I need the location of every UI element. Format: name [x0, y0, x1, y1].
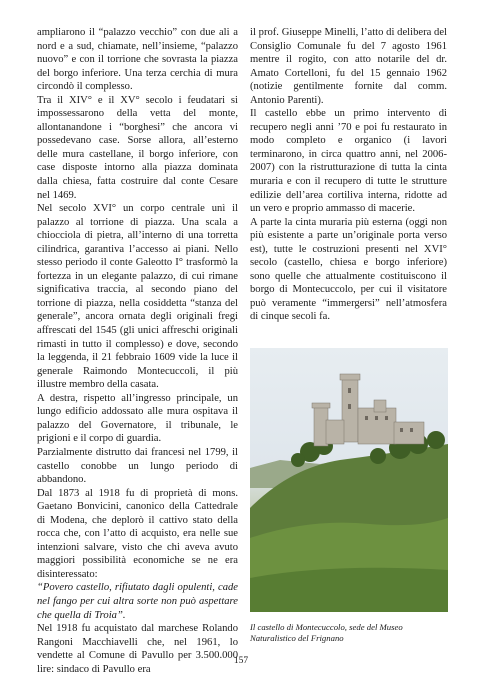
page-number: 157	[233, 656, 249, 666]
foreground-grass	[250, 568, 448, 612]
paragraph: A parte la cinta muraria più esterna (oggi non più esistente a parte un’originale porta verso est), tutte le costruzioni presenti nel XVI° secolo (castello, chiesa e borgo inferiore) sono quelle che attualmente costituiscono il borgo di Montecuccolo, per cui il visitatore può veramente “immergersi” nell’atmosfera di cinque secoli fa.	[250, 216, 447, 323]
paragraph: Il castello ebbe un primo intervento di recupero negli anni ’70 e poi fu restaurato in modo completo e organico (i lavori terminarono, in circa quattro anni, nel 2006-2007) con la ristrutturazione di tutta la cinta muraria e con il recupero di tutte le strutture edilizie dell’area cortiliva interna, ridotte ad un vero e proprio ammasso di macerie.	[250, 108, 447, 215]
castle-photo	[250, 348, 448, 612]
left-text-column	[37, 26, 238, 676]
paragraph: Nel 1918 fu acquistato dal marchese Rolando Rangoni Macchiavelli che, nel 1961, lo vendette al Comune di Pavullo per 3.500.000 lire: sindaco di Pavullo era	[37, 623, 238, 675]
paragraph: il prof. Giuseppe Minelli, l’atto di delibera del Consiglio Comunale fu del 7 agosto 1961 mentre il rogito, con atto notarile del dr. Amato Cortelloni, fu del 15 gennaio 1962 (notizie gentilmente fornite dal comm. Antonio Parenti).	[250, 27, 447, 106]
paragraph: Nel secolo XVI° un corpo centrale unì il palazzo al torrione di piazza. Una scala a chiocciola di pietra, all’interno di una torretta cilindrica, garantiva l’accesso ai piani. Nello stesso periodo il conte Galeotto I° trasformò la fortezza in un elegante palazzo, di cui rimane significativa traccia, al secondo piano del torrione di piazza, nella cosiddetta “stanza del generale”, ancora ornata degli originali fregi affrescati del 1545 (gli unici affreschi originali rimasti in tutto il complesso) e dove, secondo la leggenda, il 21 febbraio 1609 vide la luce il generale Raimondo Montecuccoli, il più illustre membro della casata.	[37, 203, 238, 391]
quotation: “Povero castello, rifiutato dagli opulenti, cade nel fango per cui altra sorte non può aspettare che quella di Troia”.	[37, 582, 238, 621]
paragraph: Dal 1873 al 1918 fu di proprietà di mons. Gaetano Bonvicini, canonico della Cattedrale di Modena, che deplorò il cattivo stato della rocca che, con l’atto di acquisto, era nelle sue intenzioni salvare, visto che chi aveva avuto maggiori possibilità economiche se ne era disinteressato:	[37, 487, 238, 580]
paragraph: A destra, rispetto all’ingresso principale, un lungo edificio addossato alle mura ospitava il palazzo del Governatore, il tribunale, le prigioni e il corpo di guardia.	[37, 392, 238, 445]
castle-illustration	[250, 348, 448, 612]
right-text-column	[250, 26, 447, 324]
paragraph: Tra il XIV° e il XV° secolo i feudatari si impossessarono della vetta del monte, allontanandone i “borghesi” che ancora vi possedevano case. Sorse allora, all’esterno delle mura castellane, il borgo inferiore, con case disposte intorno alla piazza dominata dalla chiesa, fatta costruire dal conte Cesare nel 1469.	[37, 94, 238, 201]
paragraph: ampliarono il “palazzo vecchio” con due ali a nord e a sud, chiamate, nell’insieme, “palazzo nuovo” e con il torrione che sovrasta la piazza del borgo inferiore. Una terza cerchia di mura circondò il complesso.	[37, 27, 238, 93]
castle	[312, 374, 424, 446]
photo-caption: Il castello di Montecuccolo, sede del Museo Naturalistico del Frignano	[250, 622, 403, 643]
paragraph: Parzialmente distrutto dai francesi nel 1799, il castello conobbe un lungo periodo di abbandono.	[37, 446, 238, 486]
